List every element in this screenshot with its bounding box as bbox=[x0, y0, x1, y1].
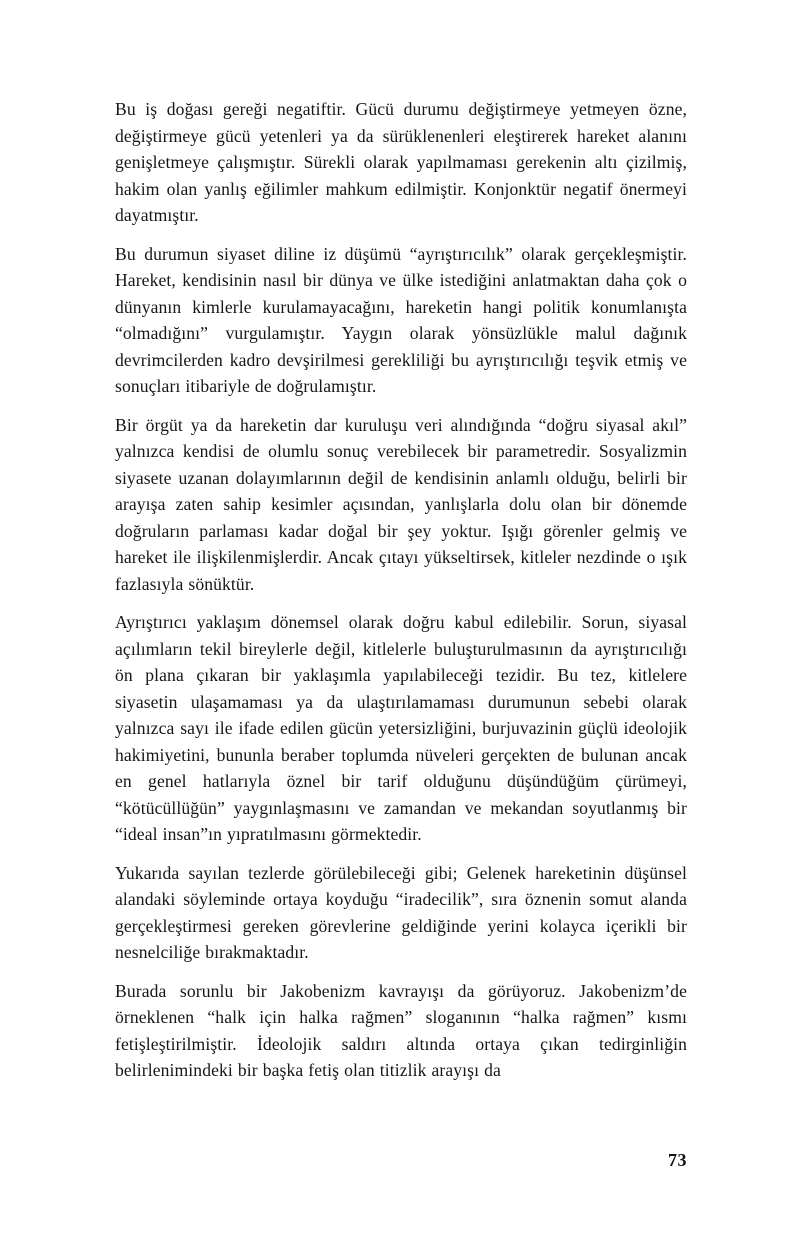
paragraph-1: Bu iş doğası gereği negatiftir. Gücü durumu değiştirmeye yetmeyen özne, değiştirmeye gücü yetenleri ya da sürüklenenleri eleştirerek hareket alanını genişletmeye çalışmıştır. Sürekli olarak yapılmaması gerekenin altı çizilmiş, hakim olan yanlış eğilimler mahkum edilmiştir. Konjonktür negatif önermeyi dayatmıştır. bbox=[115, 99, 687, 225]
paragraph-6: Burada sorunlu bir Jakobenizm kavrayışı da görüyoruz. Jakobenizm’de örneklenen “halk için halka rağmen” sloganının “halka rağmen” kısmı fetişleştirilmiştir. İdeolojik saldırı altında ortaya çıkan tedirginliğin belirlenimindeki bir başka fetiş olan titizlik arayışı da bbox=[115, 980, 687, 1080]
paragraph-2: Bu durumun siyaset diline iz düşümü “ayrıştırıcılık” olarak gerçekleşmiştir. Hareket, kendisinin nasıl bir dünya ve ülke istediğini anlatmaktan daha çok o dünyanın kimlerle kurulamayacağını, hareketin hangi politik konumlanışta “olmadığını” vurgulamıştır. Yaygın olarak yönsüzlükle malul dağınık devrimcilerden kadro devşirilmesi gerekliliği bu ayrıştırıcılığı teşvik etmiş ve sonuçları itibariyle de doğrulamıştır. bbox=[115, 243, 687, 396]
paragraph-5: Yukarıda sayılan tezlerde görülebileceği gibi; Gelenek hareketinin düşünsel alandaki söyleminde ortaya koyduğu “iradecilik”, sıra öznenin somut alanda gerçekleştirmesi gereken görevlerine geldiğinde yerini kolayca içerikli bir nesnelciliğe bırakmaktadır. bbox=[115, 862, 687, 962]
paragraph-3: Bir örgüt ya da hareketin dar kuruluşu veri alındığında “doğru siyasal akıl” yalnızca kendisi de olumlu sonuç verebilecek bir parametredir. Sosyalizmin siyasete uzanan dolayımlarının değil de kendisinin anlamlı olduğu, belirli bir arayışa zaten sahip kesimler açısından, yanlışlarla dolu olan bir dönemde doğruların parlaması kadar doğal bir şey yoktur. Işığı görenler gelmiş ve hareket ile ilişkilenmişlerdir. Ancak çıtayı yükseltirsek, kitleler nezdinde o ışık fazlasıyla sönüktür. bbox=[115, 414, 687, 594]
text-block bbox=[115, 96, 687, 1084]
page-number: 73 bbox=[668, 1150, 687, 1170]
paragraph-4: Ayrıştırıcı yaklaşım dönemsel olarak doğru kabul edilebilir. Sorun, siyasal açılımların tekil bireylerle değil, kitlelerle buluşturulmasının da ayrıştırıcılığı ön plana çıkaran bir yaklaşımla yapılabileceği tezidir. Bu tez, kitlelere siyasetin ulaşamaması ya da ulaştırılamaması durumunun sebebi olarak yalnızca sayı ile ifade edilen gücün yetersizliğini, burjuvazinin güçlü ideolojik hakimiyetini, bununla beraber toplumda nüveleri gerçekten de bulunan ancak en genel hatlarıyla öznel bir tarif olduğunu düşündüğüm çürümeyi, “kötücüllüğün” yaygınlaşmasını ve zamandan ve mekandan soyutlanmış bir “ideal insan”ın yıpratılmasını görmektedir. bbox=[115, 612, 687, 844]
page-footer bbox=[115, 1150, 687, 1171]
